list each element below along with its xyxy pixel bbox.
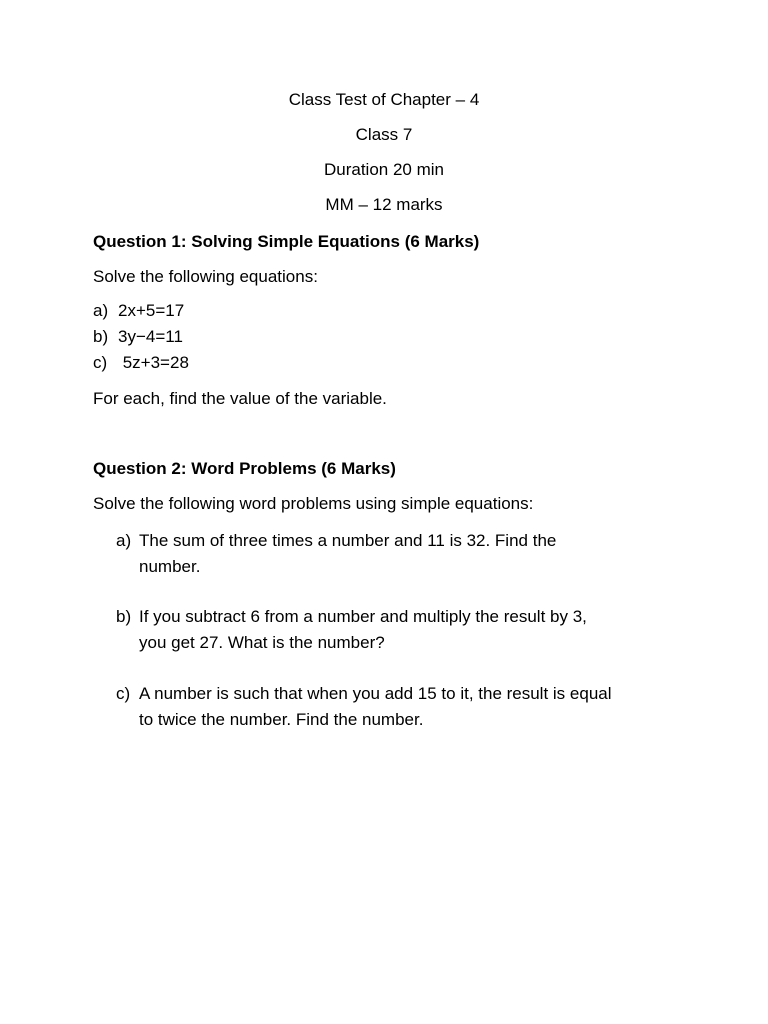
question-1-heading: Question 1: Solving Simple Equations (6 Marks) xyxy=(93,232,480,251)
class-label: Class 7 xyxy=(355,125,413,144)
word-problem-marker: c) xyxy=(116,684,131,703)
equation-text: 2x+5=17 xyxy=(118,301,185,320)
word-problem-line: to twice the number. Find the number. xyxy=(139,710,424,729)
word-problem-text xyxy=(139,528,679,580)
equation-item xyxy=(93,324,183,350)
word-problem-line: A number is such that when you add 15 to it, the result is equal xyxy=(139,684,612,703)
question-2-heading: Question 2: Word Problems (6 Marks) xyxy=(93,459,396,478)
question-1-footer: For each, find the value of the variable. xyxy=(93,389,387,408)
equation-text: 5z+3=28 xyxy=(118,353,189,372)
equation-item xyxy=(93,298,184,324)
word-problem-line: The sum of three times a number and 11 is 32. Find the xyxy=(139,531,557,550)
equation-marker: a) xyxy=(93,301,109,320)
word-problem-line: If you subtract 6 from a number and multiply the result by 3, xyxy=(139,607,587,626)
test-title: Class Test of Chapter – 4 xyxy=(288,90,480,109)
word-problem-marker: b) xyxy=(116,607,132,626)
equation-marker: b) xyxy=(93,327,109,346)
equation-text: 3y−4=11 xyxy=(118,327,183,346)
question-1-instruction: Solve the following equations: xyxy=(93,267,318,286)
word-problem-line: number. xyxy=(139,557,201,576)
word-problem-line: you get 27. What is the number? xyxy=(139,633,385,652)
equation-item xyxy=(93,350,189,376)
word-problem-text xyxy=(139,681,679,733)
word-problem-marker: a) xyxy=(116,531,132,550)
duration-label: Duration 20 min xyxy=(323,160,444,179)
question-2-instruction: Solve the following word problems using simple equations: xyxy=(93,494,534,513)
equation-marker: c) xyxy=(93,353,108,372)
max-marks-label: MM – 12 marks xyxy=(325,195,443,214)
word-problem-text xyxy=(139,604,679,656)
